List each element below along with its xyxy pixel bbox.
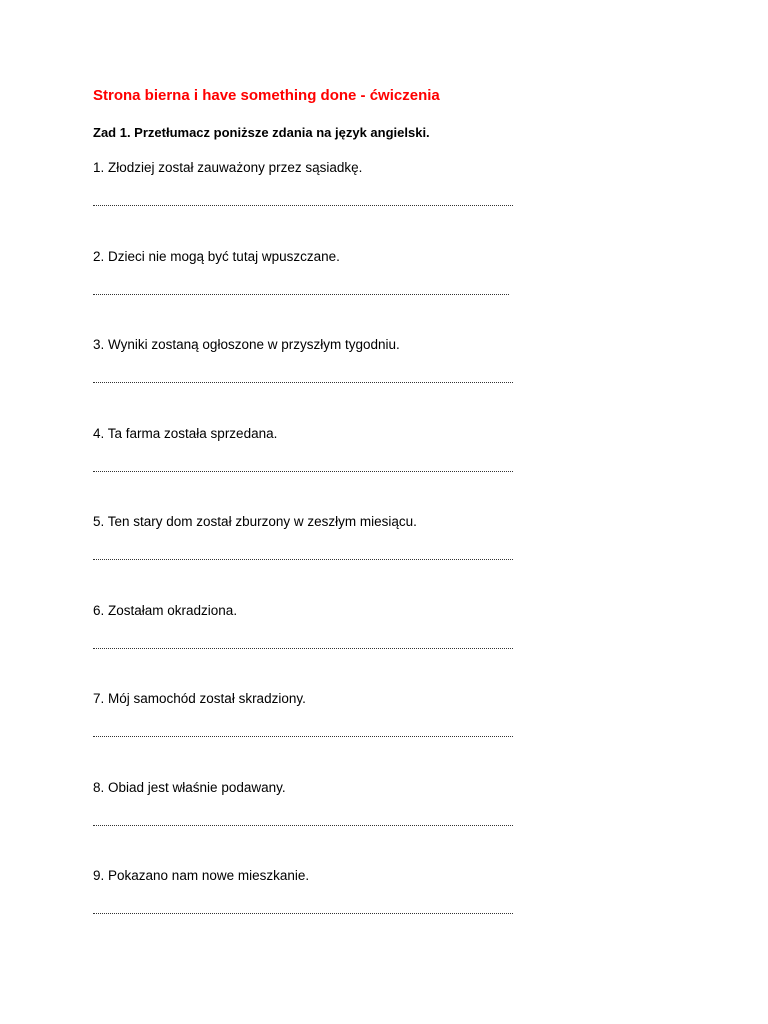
exercise-item: [93, 160, 533, 220]
answer-line: [93, 549, 513, 560]
answer-line: [93, 726, 513, 737]
exercise-sentence: 5. Ten stary dom został zburzony w zeszłym miesiącu.: [93, 514, 417, 529]
exercise-sentence: 1. Złodziej został zauważony przez sąsiadkę.: [93, 160, 363, 175]
document-title: Strona bierna i have something done - ćwiczenia: [93, 87, 440, 104]
answer-line: [93, 284, 509, 295]
answer-line: [93, 195, 513, 206]
exercise-sentence: 9. Pokazano nam nowe mieszkanie.: [93, 868, 310, 883]
exercise-item: [93, 780, 533, 840]
exercise-item: [93, 337, 533, 397]
task-heading: Zad 1. Przetłumacz poniższe zdania na język angielski.: [93, 125, 430, 140]
answer-line: [93, 372, 513, 383]
exercise-item: [93, 603, 533, 663]
answer-line: [93, 815, 513, 826]
exercise-item: [93, 514, 533, 574]
exercise-sentence: 3. Wyniki zostaną ogłoszone w przyszłym tygodniu.: [93, 337, 400, 352]
exercise-sentence: 8. Obiad jest właśnie podawany.: [93, 780, 286, 795]
exercise-sentence: 4. Ta farma została sprzedana.: [93, 426, 278, 441]
exercise-item: [93, 868, 533, 928]
exercise-item: [93, 249, 533, 309]
answer-line: [93, 903, 513, 914]
exercise-item: [93, 691, 533, 751]
answer-line: [93, 638, 513, 649]
exercise-item: [93, 426, 533, 486]
exercise-sentence: 7. Mój samochód został skradziony.: [93, 691, 306, 706]
exercise-sentence: 6. Zostałam okradziona.: [93, 603, 238, 618]
answer-line: [93, 461, 513, 472]
exercise-sentence: 2. Dzieci nie mogą być tutaj wpuszczane.: [93, 249, 340, 264]
